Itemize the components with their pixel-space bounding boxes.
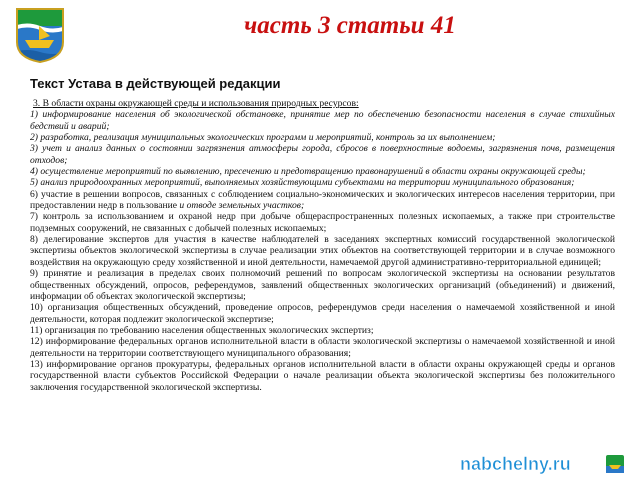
list-item-5: 5) анализ природоохранных мероприятий, выполняемых хозяйствующими субъектами на территории муниципального образования; (30, 177, 575, 189)
list-item-7: 7) контроль за использованием и охраной недр при добыче общераспространенных полезных ископаемых, а также при строительстве подземных сооружений, не связанных с добычей полезных ископаемых; (30, 211, 615, 234)
list-item-13: 13) информирование органов прокуратуры, федеральных органов исполнительной власти в области охраны окружающей среды и органов государственной власти субъектов Российской Федерации о начале реализации объекта экологической экспертизы без положительного заключения государственной экологической экспертизы. (30, 358, 615, 393)
list-item-11: 11) организация по требованию населения общественных экологических экспертиз; (30, 324, 374, 336)
section-intro: 3. В области охраны окружающей среды и использования природных ресурсов: (33, 98, 359, 109)
list-item-8: 8) делегирование экспертов для участия в качестве наблюдателей в заседаниях экспертных комиссий государственной экологической экспертизы объектов экологической экспертизы в случае реализации этих объектов на соответствующей территории и в случае возможного воздействия на окружающую среду хозяйственной и иной деятельности, намечаемой другой административно-территориальной единицей; (30, 234, 615, 268)
list-item-1: 1) информирование населения об экологической обстановке, принятие мер по обеспечению безопасности населения в случае стихийных бедствий и аварий; (30, 109, 615, 132)
list-item-3: 3) учет и анализ данных о состоянии загрязнения атмосферы города, сбросов в поверхностные водоемы, загрязнения почв, размещения отходов; (30, 143, 615, 166)
list-item-9: 9) принятие и реализация в пределах своих полномочий решений по вопросам экологической экспертизы на основании результатов общественных обсуждений, опросов, референдумов, заявлений общественных экологических организаций (объединений) и движений, информации об объектах экологической экспертизы; (30, 268, 615, 302)
list-item-6-text: 6) участие в решении вопросов, связанных с соблюдением социально-экономических и экологических интересов населения территории, при предоставлении недр в пользование (30, 188, 615, 212)
svg-text:nabchelny.ru: nabchelny.ru (460, 454, 571, 474)
document-body (30, 98, 615, 393)
list-item-6-italic: и отводе земельных участков; (179, 200, 305, 212)
list-item-4: 4) осуществление мероприятий по выявлению, пресечению и предотвращению правонарушений в области охраны окружающей среды; (30, 166, 586, 178)
list-item-2: 2) разработка, реализация муниципальных экологических программ и мероприятий, контроль за их выполнением; (30, 132, 496, 144)
list-item-12: 12) информирование федеральных органов исполнительной власти в области экологической экспертизы о намечаемой хозяйственной и иной деятельности на территории соответствующего муниципального образования; (30, 336, 615, 359)
slide-title: часть 3 статьи 41 (244, 12, 456, 39)
document-heading: Текст Устава в действующей редакции (30, 76, 281, 91)
list-item-10: 10) организация общественных обсуждений, проведение опросов, референдумов среди населения о намечаемой хозяйственной и иной деятельности, которая подлежит экологической экспертизе; (30, 302, 615, 325)
site-watermark-logo (456, 451, 634, 477)
list-item-6 (30, 189, 615, 212)
